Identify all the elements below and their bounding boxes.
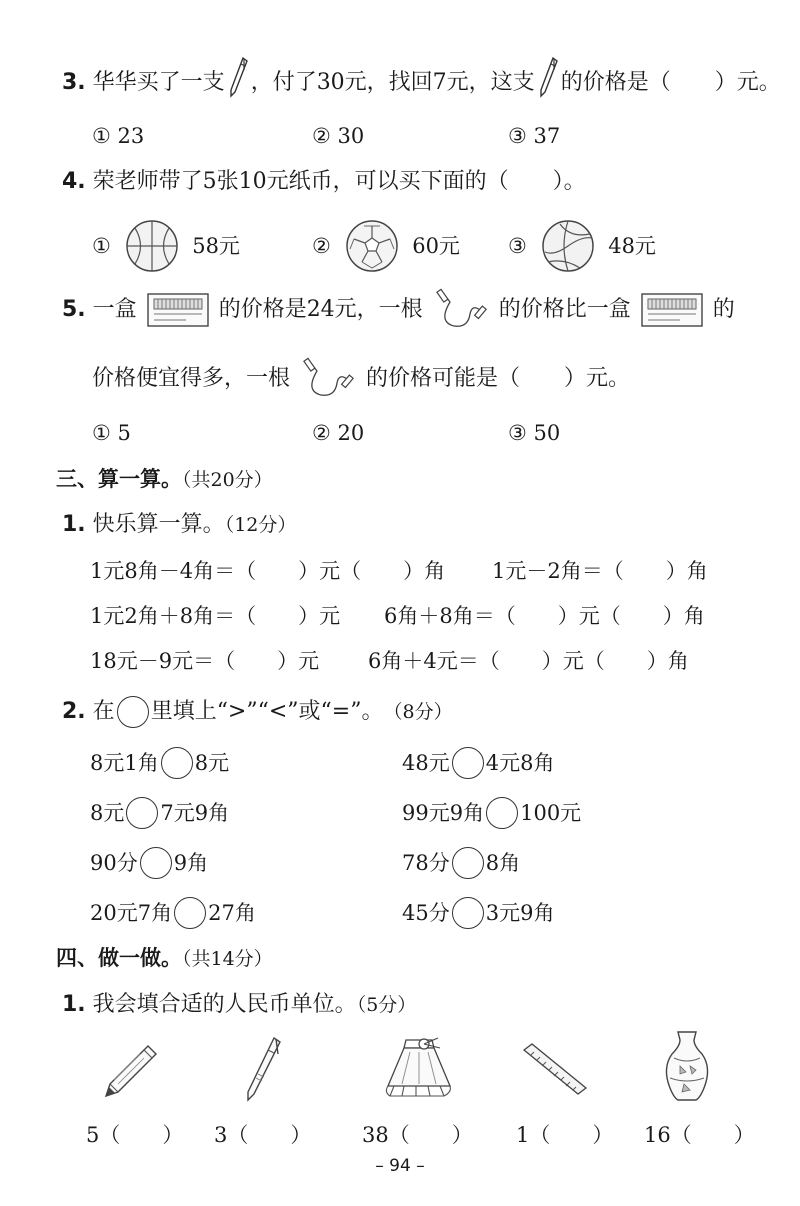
s4-q1-title: 我会填合适的人民币单位。 <box>92 992 357 1017</box>
s3-q2-points: （8分） <box>383 701 453 723</box>
q3-number: 3. <box>62 70 86 95</box>
compare-circle[interactable] <box>452 747 484 779</box>
compare-circle[interactable] <box>452 897 484 929</box>
s3-q2-title-a: 在 <box>92 699 115 724</box>
calc-3-1: 18元－9元＝（ ）元 <box>90 649 320 673</box>
q4-option-2-price: 60元 <box>412 234 460 258</box>
calc-3-2: 6角＋4元＝（ ）元（ ）角 <box>368 649 689 673</box>
q4-option-3-price: 48元 <box>608 234 656 258</box>
q5-option-2: ② 20 <box>312 421 365 445</box>
compare-circle[interactable] <box>126 797 158 829</box>
s3-q1-points: （12分） <box>224 514 297 536</box>
s4-q1-points: （5分） <box>356 994 417 1016</box>
pen-icon <box>227 56 249 100</box>
compare-2-2 <box>402 796 581 830</box>
q5-text-6: 的价格可能是（ ）元。 <box>366 366 631 391</box>
compare-2-1 <box>90 796 229 830</box>
compare-left: 99元9角 <box>402 800 485 825</box>
calc-1-2: 1元－2角＝（ ）角 <box>492 559 708 583</box>
compare-circle[interactable] <box>486 797 518 829</box>
compare-left: 8元1角 <box>90 750 159 775</box>
ruler-icon <box>518 1040 590 1100</box>
compare-right: 27角 <box>208 900 256 925</box>
section-3-heading <box>56 464 273 495</box>
compare-3-1 <box>90 846 208 880</box>
section-4-points: （共14分） <box>182 948 273 970</box>
q3-option-3: ③ 37 <box>508 124 561 148</box>
pencil-icon <box>100 1040 162 1102</box>
compare-left: 48元 <box>402 750 450 775</box>
s3-q2-heading <box>62 696 453 730</box>
compare-circle[interactable] <box>140 847 172 879</box>
q4-text: 荣老师带了5张10元纸币，可以买下面的（ ）。 <box>92 169 586 194</box>
q5-text-2: 的价格是24元，一根 <box>218 297 423 322</box>
calc-2-2: 6角＋8角＝（ ）元（ ）角 <box>384 604 705 628</box>
q5-text-3: 的价格比一盒 <box>498 297 631 322</box>
compare-1-1 <box>90 746 229 780</box>
basketball-icon <box>124 218 180 274</box>
compare-4-1 <box>90 896 256 930</box>
compare-right: 7元9角 <box>160 800 230 825</box>
q3-text-2: ，付了30元，找回7元，这支 <box>250 70 535 95</box>
section-3-title: 三、算一算。 <box>56 467 182 491</box>
q5-line-1 <box>62 288 735 332</box>
compare-left: 20元7角 <box>90 900 173 925</box>
q3-text-1: 华华买了一支 <box>92 70 225 95</box>
q4-option-1 <box>92 218 240 274</box>
compare-left: 90分 <box>90 850 138 875</box>
q5-text-5: 价格便宜得多，一根 <box>92 366 291 391</box>
compare-right: 8元 <box>194 750 230 775</box>
q5-option-1: ① 5 <box>92 421 131 445</box>
unit-item-1: 5（ ） <box>86 1123 184 1147</box>
compare-right: 3元9角 <box>485 900 555 925</box>
compare-left: 8元 <box>90 800 125 825</box>
calc-1-1: 1元8角－4角＝（ ）元（ ）角 <box>90 559 446 583</box>
s4-q1-heading <box>62 990 416 1020</box>
s3-q2-number: 2. <box>62 699 86 724</box>
q4-option-2-marker: ② <box>312 234 331 258</box>
compare-4-2 <box>402 896 554 930</box>
q5-line-2 <box>92 357 630 401</box>
q4-option-1-price: 58元 <box>192 234 240 258</box>
compare-1-2 <box>402 746 554 780</box>
calc-2-1: 1元2角＋8角＝（ ）元 <box>90 604 341 628</box>
s3-q1-title: 快乐算一算。 <box>92 512 225 537</box>
page-number: – 94 – <box>375 1156 425 1176</box>
s3-q1-number: 1. <box>62 512 86 537</box>
unit-item-2: 3（ ） <box>214 1123 312 1147</box>
pen-icon <box>537 56 559 100</box>
s4-q1-number: 1. <box>62 992 86 1017</box>
vase-icon <box>660 1028 714 1104</box>
q5-text-1: 一盒 <box>92 297 137 322</box>
q5-text-4: 的 <box>712 297 735 322</box>
compare-circle[interactable] <box>452 847 484 879</box>
unit-item-5: 16（ ） <box>644 1123 755 1147</box>
section-4-title: 四、做一做。 <box>56 946 182 970</box>
unit-item-3: 38（ ） <box>362 1123 473 1147</box>
volleyball-icon <box>540 218 596 274</box>
skirt-icon <box>376 1034 462 1100</box>
jump-rope-icon <box>434 288 488 332</box>
compare-right: 8角 <box>485 850 521 875</box>
compare-right: 4元8角 <box>485 750 555 775</box>
q3-line <box>62 66 781 100</box>
watercolor-box-icon <box>640 290 704 330</box>
section-3-points: （共20分） <box>182 469 273 491</box>
compare-right: 100元 <box>520 800 582 825</box>
q5-option-3: ③ 50 <box>508 421 561 445</box>
q4-number: 4. <box>62 169 86 194</box>
q3-option-2: ② 30 <box>312 124 365 148</box>
q4-option-1-marker: ① <box>92 234 111 258</box>
q4-option-3 <box>508 218 656 274</box>
compare-right: 9角 <box>173 850 209 875</box>
s3-q1-heading <box>62 510 296 540</box>
jump-rope-icon <box>301 357 355 401</box>
s3-q2-title-b: 里填上“>”“<”或“=”。 <box>150 699 384 724</box>
comparison-circle <box>117 696 149 728</box>
section-4-heading <box>56 943 273 974</box>
mechanical-pencil-icon <box>238 1034 288 1104</box>
soccer-ball-icon <box>344 218 400 274</box>
compare-circle[interactable] <box>161 747 193 779</box>
compare-left: 78分 <box>402 850 450 875</box>
q3-text-3: 的价格是（ ）元。 <box>560 70 781 95</box>
compare-3-2 <box>402 846 520 880</box>
q3-option-1: ① 23 <box>92 124 145 148</box>
unit-item-4: 1（ ） <box>516 1123 614 1147</box>
q5-number: 5. <box>62 297 86 322</box>
q4-option-2 <box>312 218 460 274</box>
q4-line <box>62 167 586 197</box>
watercolor-box-icon <box>146 290 210 330</box>
q4-option-3-marker: ③ <box>508 234 527 258</box>
compare-circle[interactable] <box>174 897 206 929</box>
compare-left: 45分 <box>402 900 450 925</box>
